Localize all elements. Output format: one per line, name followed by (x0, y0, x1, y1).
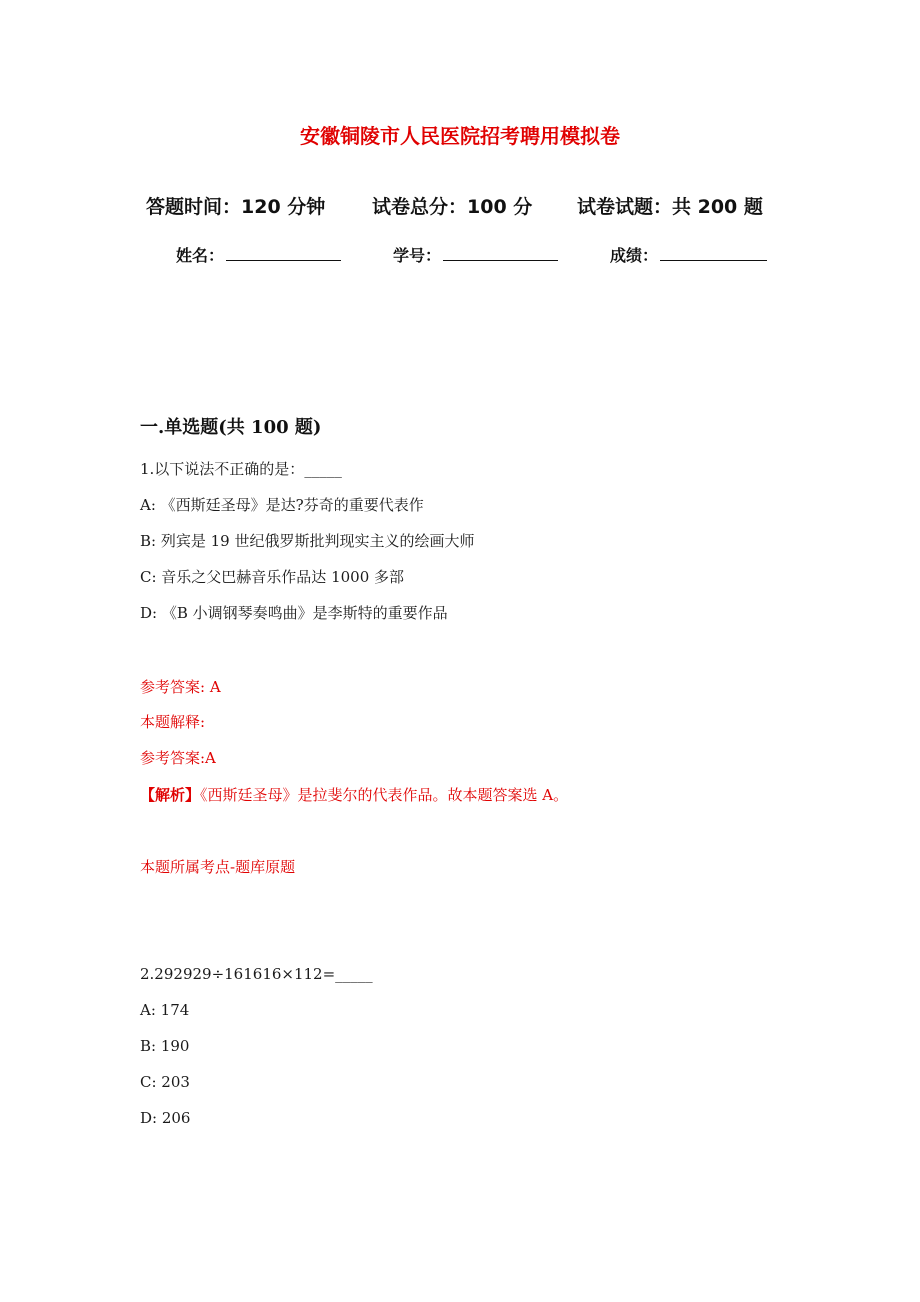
question-2-option-b: B: 190 (140, 1037, 190, 1055)
question-2-option-d: D: 206 (140, 1109, 191, 1127)
question-1-answer: 参考答案: A (140, 678, 221, 696)
name-blank[interactable] (226, 243, 341, 261)
question-1-explain-label: 本题解释: (140, 713, 206, 731)
question-2-option-a: A: 174 (140, 1001, 190, 1019)
page-title: 安徽铜陵市人民医院招考聘用模拟卷 (300, 124, 620, 148)
question-1-option-c: C: 音乐之父巴赫音乐作品达 1000 多部 (140, 568, 405, 586)
student-id-blank[interactable] (443, 243, 558, 261)
analysis-text: 《西斯廷圣母》是拉斐尔的代表作品。故本题答案选 A。 (200, 786, 569, 804)
question-1-option-b: B: 列宾是 19 世纪俄罗斯批判现实主义的绘画大师 (140, 532, 475, 550)
student-id-label: 学号： (393, 246, 442, 265)
question-1-source: 本题所属考点-题库原题 (140, 858, 296, 876)
section-heading: 一.单选题(共 100 题) (140, 417, 322, 438)
student-id-field (393, 243, 558, 266)
question-1-analysis (140, 784, 568, 805)
question-1-stem: 1.以下说法不正确的是：_____ (140, 460, 342, 478)
name-field (176, 243, 341, 266)
score-blank[interactable] (660, 243, 767, 261)
exam-total-score: 试卷总分：100 分 (372, 196, 533, 218)
question-2-option-c: C: 203 (140, 1073, 190, 1091)
score-label: 成绩： (610, 246, 659, 265)
exam-total-questions: 试卷试题：共 200 题 (577, 196, 763, 218)
question-1-option-d: D: 《B 小调钢琴奏鸣曲》是李斯特的重要作品 (140, 604, 448, 622)
question-1-answer-repeat: 参考答案:A (140, 749, 216, 767)
score-field (610, 243, 767, 266)
name-label: 姓名： (176, 246, 225, 265)
question-2-stem: 2.292929÷161616×112=_____ (140, 965, 373, 983)
exam-time: 答题时间：120 分钟 (146, 196, 326, 218)
analysis-tag: 【解析】 (140, 786, 201, 804)
question-1-option-a: A: 《西斯廷圣母》是达?芬奇的重要代表作 (140, 496, 424, 514)
